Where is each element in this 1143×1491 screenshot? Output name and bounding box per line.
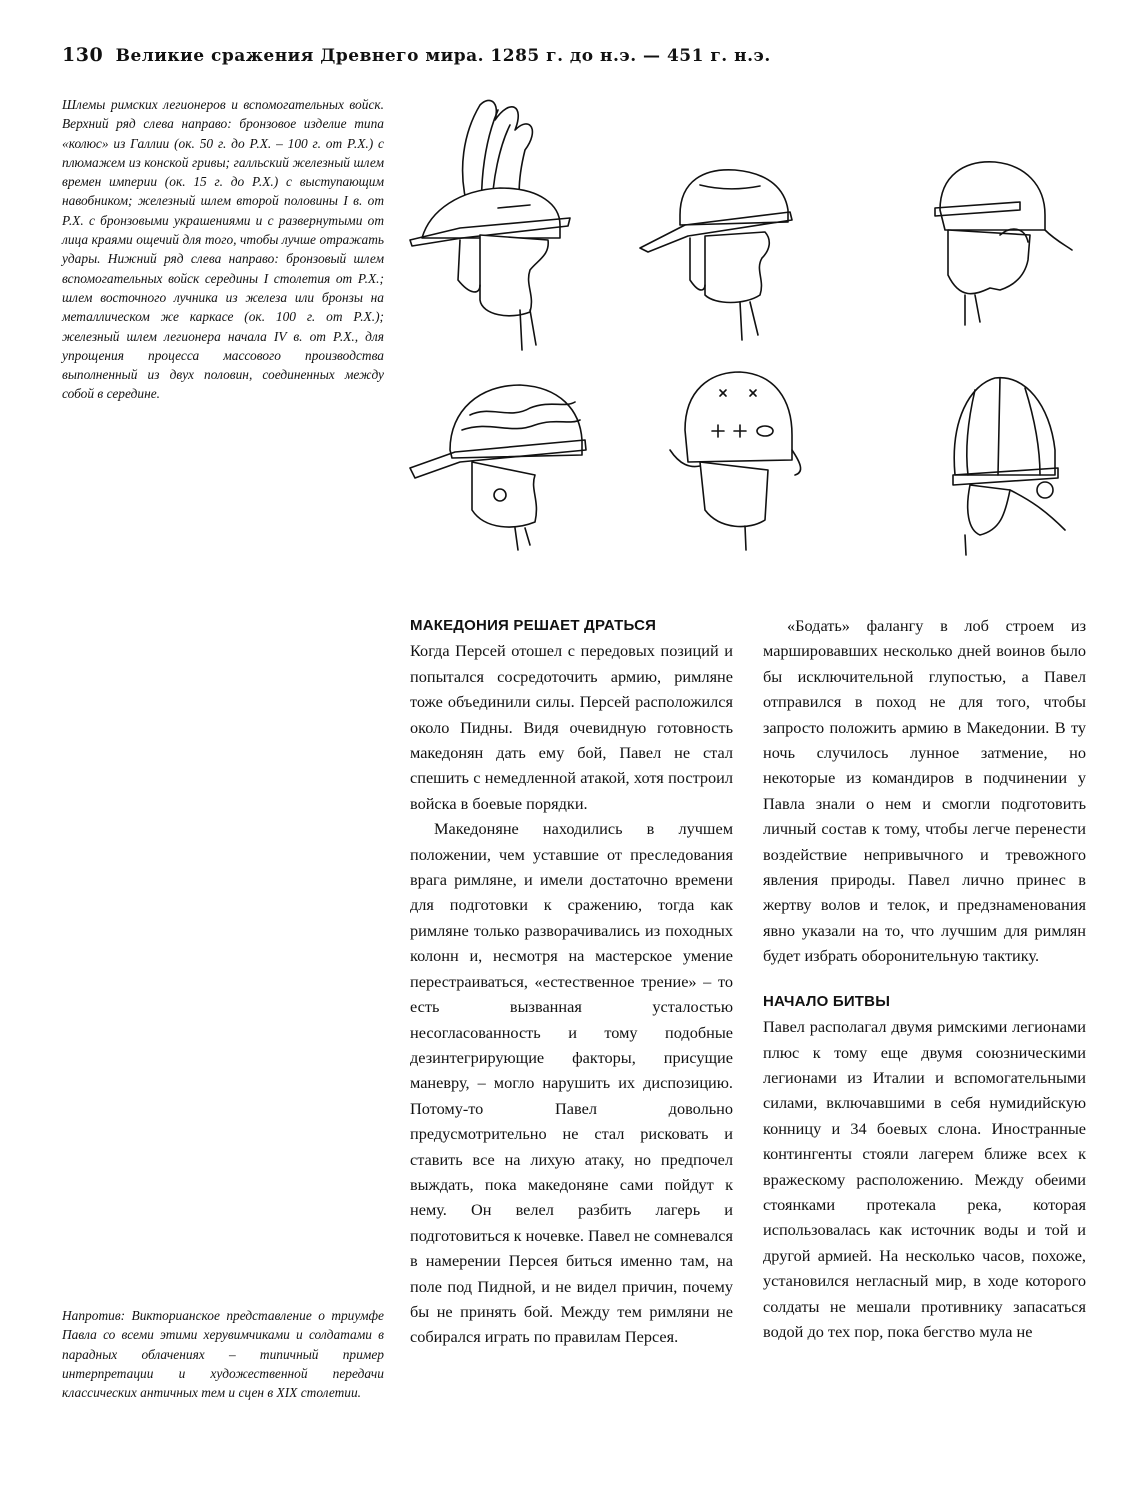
- article-column-right: [763, 613, 1086, 1344]
- paragraph: Македоняне находились в лучшем положении, чем уставшие от преследования врага римляне, и имели достаточно времени для подготовки к сражению, тогда как римляне только разворачивались из походных колонн и, несмотря на мастерское умение перестраиваться, «естественное трение» – то есть вызванная усталостью несогласованность и тому подобные дезинтегрирующие факторы, присущие маневру, – могло нарушить их диспозицию. Потому-то Павел довольно предусмотрительно не стал рисковать и ставить все на лихую атаку, но предпочел выждать, пока македоняне сами пойдут к нему. Он велел разбить лагерь и подготовиться к ночевке. Павел не сомневался в намерении Персея биться именно там, на поле под Пидной, и не видел причин, почему бы не принять бой. Между тем римляни не собирался играть по правилам Персея.: [410, 819, 734, 1347]
- paragraph: Павел располагал двумя римскими легионами плюс к тому еще двумя союзническими легионами из Италии и вспомогательными силами, включавшими в себя нумидийскую конницу и 34 боевых слона. Иностранные контингенты стояли лагерем ближе всех к вражескому расположению. Между обеими стоянками протекала река, которая использовалась как источник воды и той и другой армией. На несколько часов, похоже, установился негласный мир, в ходе которого солдаты не мешали противнику запасаться водой до тех пор, пока бегство мула не: [763, 1017, 1086, 1341]
- helmets-illustration: [400, 90, 1100, 560]
- page-number: 130: [62, 44, 104, 66]
- running-header: [62, 44, 1082, 66]
- helmet-imperial-gallic-icon: [640, 170, 792, 340]
- running-title: Великие сражения Древнего мира. 1285 г. до н.э. — 451 г. н.э.: [115, 46, 771, 66]
- helmet-iron-late-icon: [935, 162, 1072, 325]
- helmet-archer-icon: [670, 372, 801, 550]
- paragraph: «Бодать» фалангу в лоб строем из маршировавших несколько дней воинов было бы исключительной глупостью, а Павел отправился в поход не для того, чтобы запросто положить армию в Македонии. В ту ночь случилось лунное затмение, но некоторые из командиров в подчинении у Павла знали о нем и смогли подготовить личный состав к тому, чтобы легче перенести воздействие непривычного и тревожного явления природы. Павел лично принес в жертву волов и телок, и предзнаменования явно указали на то, что лучшим для римлян будет избрать оборонительную тактику.: [763, 616, 1086, 966]
- helmet-coolus-icon: [410, 100, 570, 350]
- article-column-left: [410, 613, 733, 1350]
- section-heading-battle-start: НАЧАЛО БИТВЫ: [763, 992, 891, 1010]
- paragraph: Когда Персей отошел с передовых позиций и попытался сосредоточить армию, римляне тоже объединили силы. Персей расположился около Пидны. Видя очевидную готовность македонян дать ему бой, Павел не стал спешить с немедленной атакой, хотя построил войска в боевые порядки.: [410, 641, 733, 813]
- helmet-ridge-icon: [953, 378, 1065, 555]
- section-heading-macedonia: МАКЕДОНИЯ РЕШАЕТ ДРАТЬСЯ: [410, 617, 657, 634]
- opposite-caption: Напротив: Викторианское представление о триумфе Павла со всеми этими херувимчиками и солдатами в парадных облачениях – типичный пример интерпретации и художественной передачи классических античных тем и сцен в XIX столетии.: [62, 1308, 384, 1401]
- helmets-caption: Шлемы римских легионеров и вспомогательных войск. Верхний ряд слева направо: бронзовое изделие типа «колюс» из Галлии (ок. 50 г. до Р.Х. – 100 г. от Р.Х.) с плюмажем из конской гривы; галльский железный шлем времен империи (ок. 15 г. до Р.Х.) с выступающим навобником; железный шлем второй половины I в. от Р.Х. с бронзовыми украшениями и с развернутыми от лица краями ощечий для того, чтобы лучше отражать удары. Нижний ряд слева направо: бронзовый шлем вспомогательных войск середины I столетия от Р.Х.; шлем восточного лучника из железа или бронзы на металлическом же каркасе (ок. 100 г. от Р.Х.); железный шлем легионера начала IV в. от Р.Х., для упрощения процесса массового производства выполненный из двух половин, соединенных между собой в середине.: [62, 97, 384, 402]
- helmet-auxiliary-icon: [410, 385, 586, 550]
